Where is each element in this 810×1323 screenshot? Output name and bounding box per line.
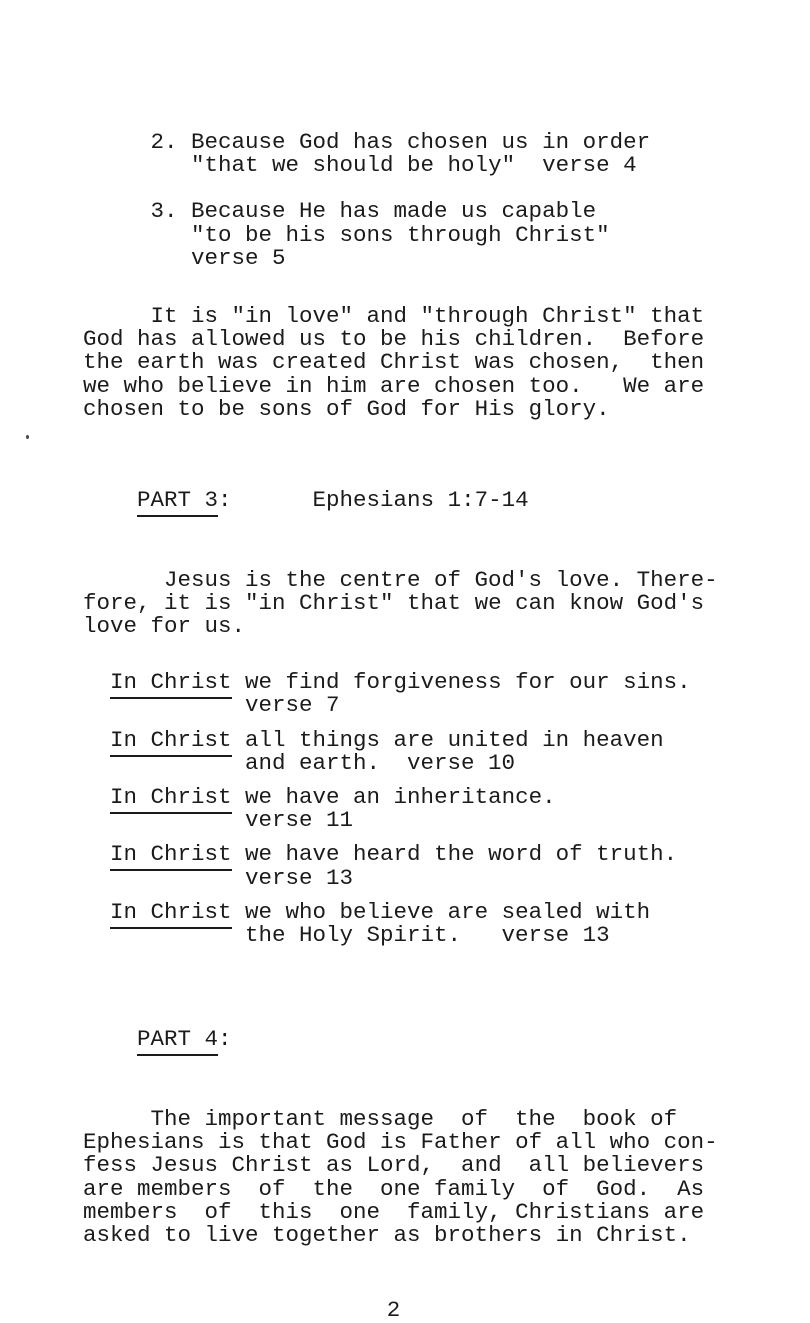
part4-heading [83, 1005, 810, 1075]
paragraph-line: God has allowed us to be his children. Before [83, 326, 705, 353]
numbered-item-line: "to be his sons through Christ" [191, 221, 610, 248]
in-christ-text: we who believe are sealed with [231, 898, 651, 925]
paragraph-line: are members of the one family of God. As [83, 1175, 705, 1202]
in-christ-lead: In Christ [110, 784, 232, 814]
in-christ-item [83, 726, 810, 776]
numbered-item-line: verse 5 [191, 244, 286, 271]
paragraph-line: members of this one family, Christians are [83, 1198, 705, 1225]
in-christ-line [83, 786, 810, 809]
in-christ-continuation: verse 13 [245, 864, 354, 891]
in-christ-item [83, 898, 810, 949]
part3-label: PART 3 [137, 487, 218, 517]
in-christ-continuation: verse 11 [245, 807, 354, 834]
in-christ-lead: In Christ [110, 899, 232, 929]
numbered-item-line: 3. Because He has made us capable [150, 198, 597, 225]
part3-colon: : [218, 487, 232, 514]
part4-label: PART 4 [137, 1026, 218, 1056]
in-christ-line [83, 843, 810, 866]
paragraph-line: we who believe in him are chosen too. We are [83, 372, 705, 399]
paragraph-line: fore, it is "in Christ" that we can know God's [83, 589, 705, 616]
in-christ-line [83, 671, 810, 694]
in-christ-lead: In Christ [110, 727, 232, 757]
paragraph-line: Jesus is the centre of God's love. There- [164, 566, 718, 593]
in-christ-text: all things are united in heaven [231, 726, 664, 753]
paragraph-line: fess Jesus Christ as Lord, and all believers [83, 1152, 705, 1179]
paragraph-line: It is "in love" and "through Christ" that [150, 303, 705, 330]
in-christ-item [83, 843, 810, 889]
paragraph-line: asked to live together as brothers in Christ. [83, 1221, 691, 1248]
in-christ-lead: In Christ [110, 841, 232, 871]
in-christ-continuation: and earth. verse 10 [245, 749, 516, 776]
in-christ-continuation: the Holy Spirit. verse 13 [245, 922, 610, 949]
paragraph-line: the earth was created Christ was chosen, then [83, 349, 705, 376]
in-christ-item [83, 671, 810, 717]
numbered-item-2 [83, 131, 810, 177]
part3-reference: Ephesians 1:7-14 [312, 487, 529, 514]
paragraph-line: Ephesians is that God is Father of all who con- [83, 1129, 718, 1156]
paragraph-line: chosen to be sons of God for His glory. [83, 395, 610, 422]
in-christ-lead: In Christ [110, 669, 232, 699]
paragraph-line: The important message of the book of [150, 1105, 678, 1132]
scan-speck [26, 435, 29, 439]
in-christ-line [83, 726, 810, 753]
numbered-item-line: 2. Because God has chosen us in order [150, 129, 651, 155]
part4-colon: : [218, 1026, 232, 1053]
page-number: 2 [386, 1297, 401, 1323]
paragraph-line: love for us. [83, 613, 246, 640]
in-christ-line [83, 898, 810, 925]
numbered-item-3 [83, 200, 810, 270]
in-christ-text: we find forgiveness for our sins. [231, 669, 691, 696]
paragraph-jesus-centre [83, 566, 810, 640]
in-christ-continuation: verse 7 [245, 692, 340, 719]
in-christ-text: we have heard the word of truth. [231, 841, 678, 868]
in-christ-text: we have an inheritance. [231, 784, 556, 811]
paragraph-important-message [83, 1105, 810, 1248]
numbered-item-line: "that we should be holy" verse 4 [191, 152, 637, 179]
in-christ-item [83, 786, 810, 832]
part3-heading [83, 466, 810, 536]
paragraph-chosen [83, 305, 810, 421]
